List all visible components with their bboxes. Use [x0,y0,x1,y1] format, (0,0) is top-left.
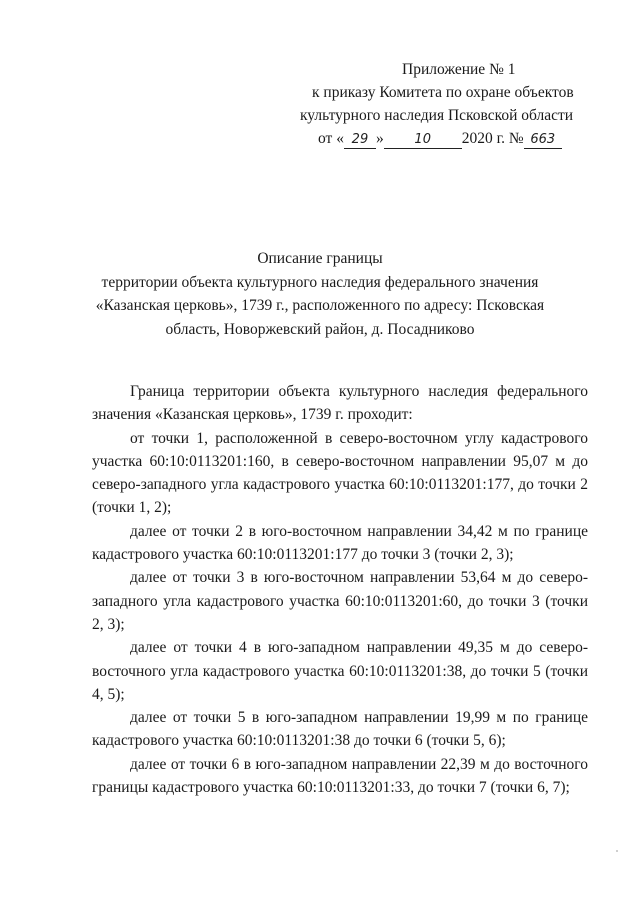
date-year: 2020 г. № [461,130,524,147]
appendix-order-ref: к приказу Комитета по охране объектов [312,84,574,101]
title-line-4: область, Новоржевский район, д. Посадниково [165,320,475,338]
paragraph-point-1: от точки 1, расположенной в северо-восточном углу кадастрового участка 60:10:0113201:160, в северо-восточном направлении 95,07 м до северо-западного угла кадастрового участка 60:10:0113201:177, до точки 2 (точки 1, 2); [92,429,588,517]
date-quote-close: » [375,130,384,147]
handwritten-day: 29 [344,132,376,149]
appendix-committee: культурного наследия Псковской области [300,107,574,124]
paragraph-point-6: далее от точки 6 в юго-западном направлении 22,39 м до восточного границы кадастрового участка 60:10:0113201:33, до точки 7 (точки 6, 7); [92,755,588,797]
paragraph-point-5: далее от точки 5 в юго-западном направлении 19,99 м по границе кадастрового участка 60:10:0113201:38 до точки 6 (точки 5, 6); [92,709,588,750]
paragraph-point-3: далее от точки 3 в юго-восточном направлении 53,64 м до северо-западного угла кадастрового участка 60:10:0113201:60, до точки 3 (точки 2, 3); [92,569,588,633]
paragraph-intro: Граница территории объекта культурного наследия федерального значения «Казанская церковь», 1739 г. проходит: [92,383,588,424]
title-line-1: Описание границы [257,250,383,267]
title-line-2: территории объекта культурного наследия федерального значения [101,273,539,291]
title-line-3: «Казанская церковь», 1739 г., расположенного по адресу: Псковская [95,297,545,314]
appendix-title: Приложение № 1 [402,61,516,78]
appendix-header [300,58,600,150]
handwritten-month: 10 [384,132,462,149]
document-body [92,380,588,799]
scan-speck [616,850,618,852]
appendix-date-line [300,127,600,150]
document-title [80,247,560,341]
paragraph-point-4: далее от точки 4 в юго-западном направлении 49,35 м до северо-восточного угла кадастрового участка 60:10:0113201:38, до точки 5 (точки 4, 5); [92,639,588,703]
date-prefix: от « [318,130,344,147]
paragraph-point-2: далее от точки 2 в юго-восточном направлении 34,42 м по границе кадастрового участка 60:10:0113201:177 до точки 3 (точки 2, 3); [92,522,588,564]
handwritten-order-number: 663 [524,132,562,149]
